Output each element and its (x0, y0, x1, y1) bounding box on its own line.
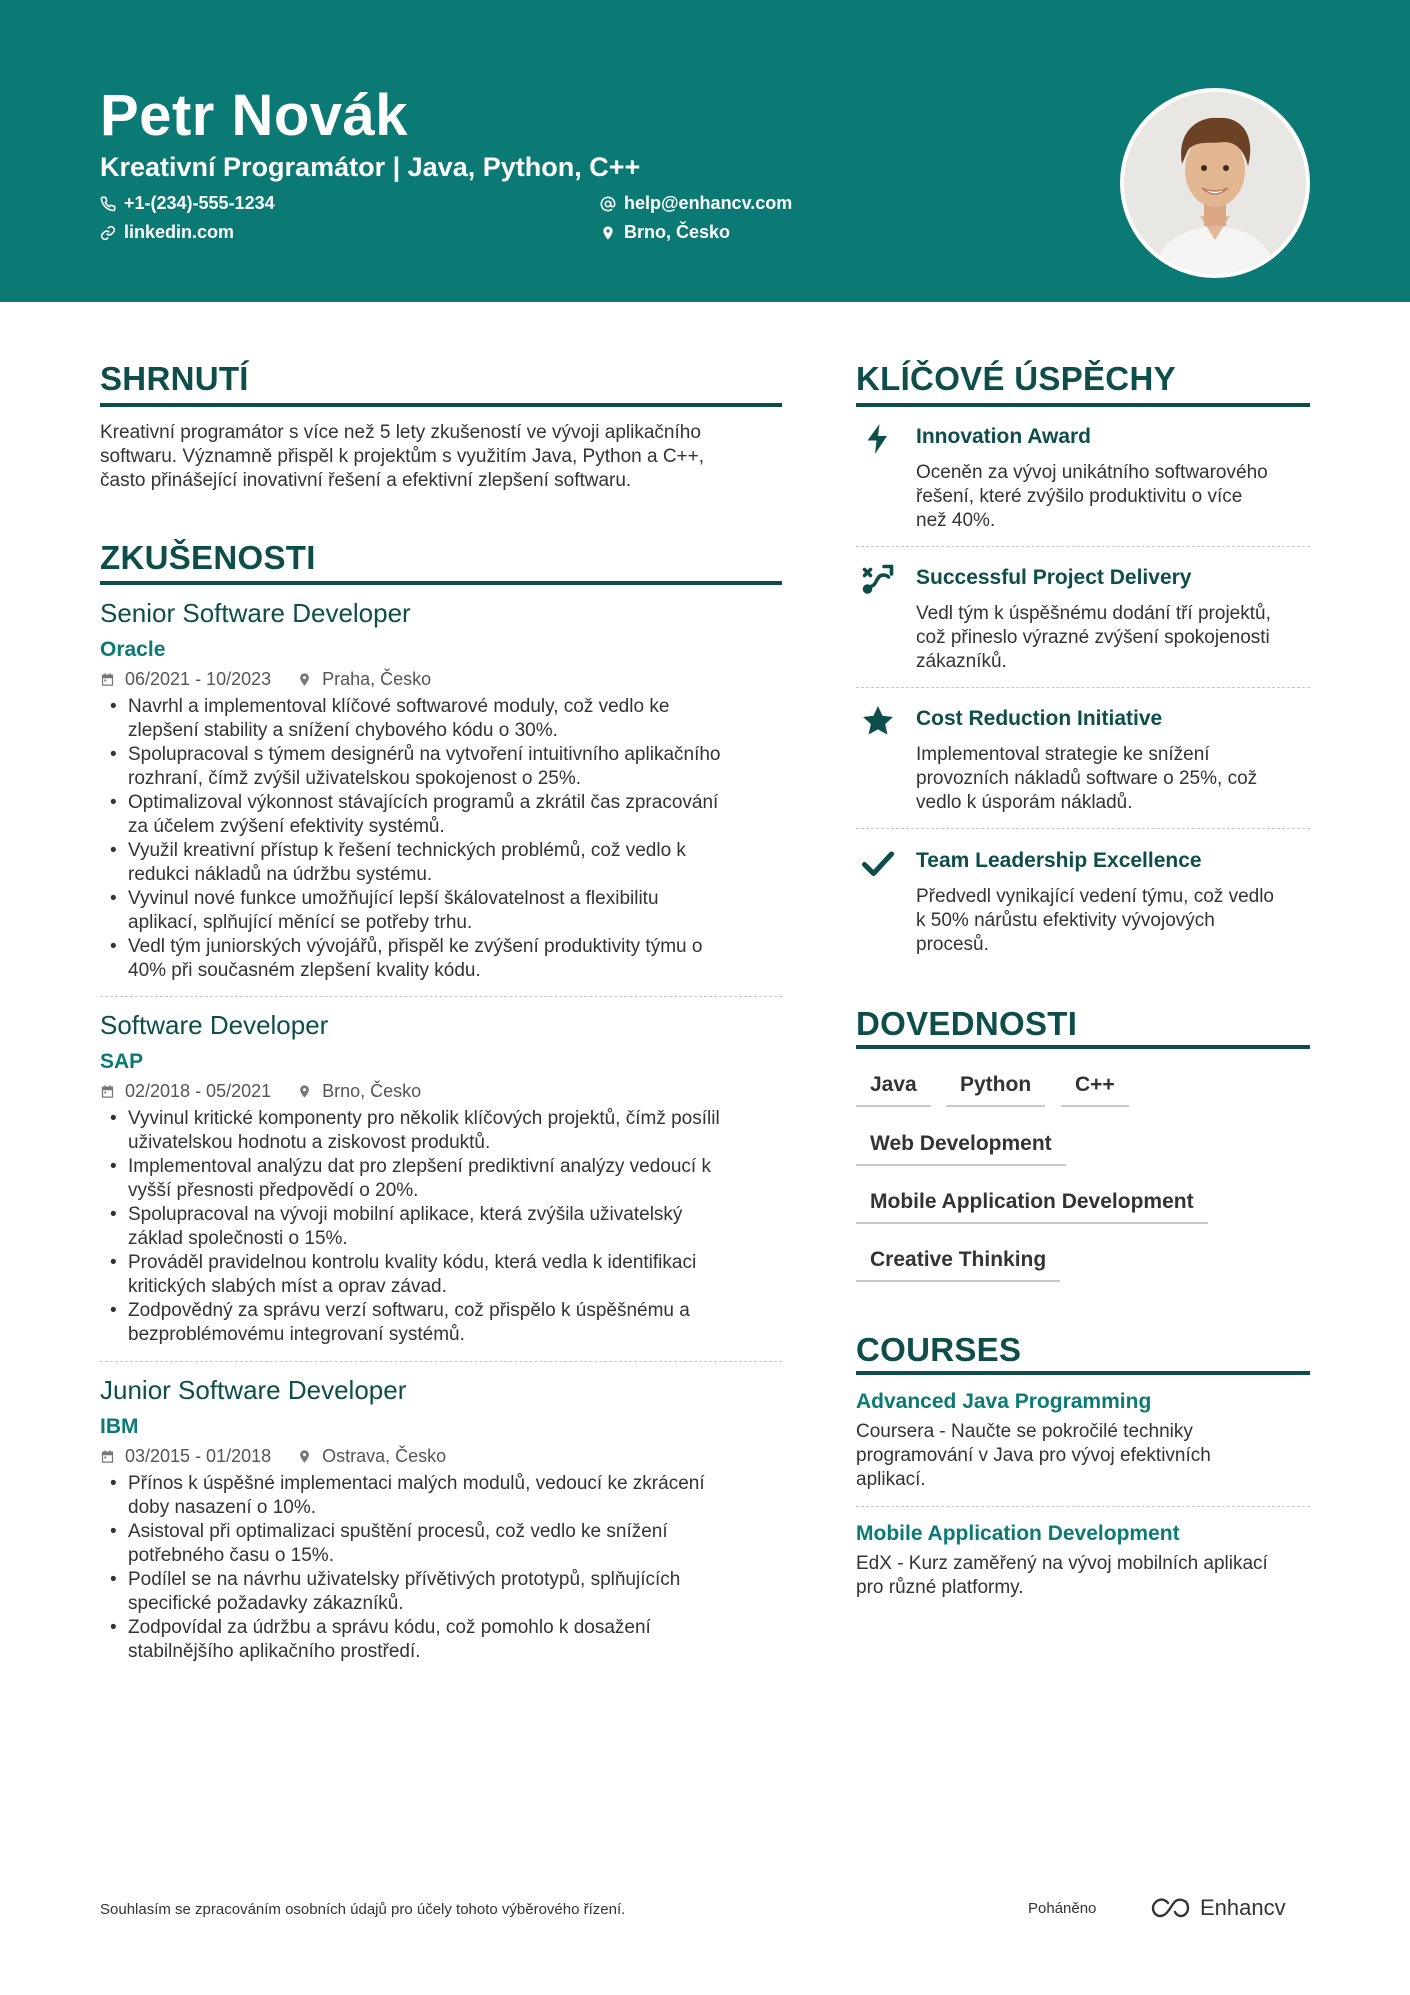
summary-text (100, 421, 790, 493)
achievement-title: Innovation Award (916, 425, 1092, 448)
course-title: Advanced Java Programming (856, 1390, 1152, 1413)
bullet-line: • Navrhl a implementoval klíčové softwarové moduly, což vedlo ke (128, 696, 670, 717)
job-meta (100, 1081, 421, 1102)
bullet-line: • Vyvinul nové funkce umožňující lepší škálovatelnost a flexibilitu (128, 888, 659, 909)
achievements-rule (856, 403, 1310, 407)
job-location-text: Praha, Česko (322, 669, 432, 689)
location-pin-icon (600, 225, 616, 241)
bullet-line: • Prováděl pravidelnou kontrolu kvality kódu, která vedla k identifikaci (128, 1252, 697, 1273)
bullet-line: redukci nákladů na údržbu systému. (128, 864, 433, 885)
achievement-title: Team Leadership Excellence (916, 849, 1202, 872)
location-pin-icon (297, 1084, 312, 1099)
company-name: SAP (100, 1050, 144, 1073)
bullet-line: • Implementoval analýzu dat pro zlepšení prediktivní analýzy vedoucí k (128, 1156, 711, 1177)
contact-location (600, 222, 730, 243)
candidate-name: Petr Novák (100, 83, 409, 148)
bullet-line: • Přínos k úspěšné implementaci malých modulů, vedoucí ke zkrácení (128, 1473, 705, 1494)
summary-line: často přinášející inovativní řešení a efektivní zlepšení softwaru. (100, 470, 632, 491)
job-dates: 06/2021 - 10/2023 (125, 669, 272, 689)
course-line: programování v Java pro vývoj efektivních (856, 1445, 1211, 1466)
bullet-item (100, 887, 790, 935)
bullet-line: • Využil kreativní přístup k řešení technických problémů, což vedlo k (128, 840, 686, 861)
achievement-line: než 40%. (916, 510, 996, 531)
bullet-line: za účelem zvýšení efektivity systémů. (128, 816, 445, 837)
company-name: Oracle (100, 638, 166, 661)
achievements-heading: KLÍČOVÉ ÚSPĚCHY (856, 360, 1176, 397)
achievement-divider (856, 687, 1310, 688)
job-location-text: Ostrava, Česko (322, 1446, 447, 1466)
bullet-item (100, 1568, 790, 1616)
job-bullets (100, 1472, 790, 1664)
bullet-line: specifické požadavky zákazníků. (128, 1593, 404, 1614)
contact-phone[interactable] (100, 193, 275, 214)
enhancv-logo-text: Enhancv (1200, 1895, 1286, 1920)
bullet-line: kritických slabých míst a oprav závad. (128, 1276, 447, 1297)
achievement-desc (916, 461, 1316, 533)
company-name: IBM (100, 1415, 139, 1438)
achievement-desc (916, 602, 1316, 674)
job-location (297, 1081, 421, 1102)
achievement-line: zákazníků. (916, 651, 1007, 672)
skill-tag: Java (856, 1073, 931, 1107)
job-meta (100, 669, 431, 690)
bullet-line: • Optimalizoval výkonnost stávajících programů a zkrátil čas zpracování (128, 792, 719, 813)
achievement-desc (916, 743, 1316, 815)
bullet-item (100, 1520, 790, 1568)
bullet-line: bezproblémovému integrovaní systémů. (128, 1324, 465, 1345)
course-line: aplikací. (856, 1469, 926, 1490)
bullet-line: uživatelskou hodnotu a ziskovost produktů. (128, 1132, 491, 1153)
skill-tag: Creative Thinking (856, 1248, 1060, 1282)
summary-rule (100, 403, 782, 407)
job-location (297, 1446, 446, 1467)
location-text: Brno, Česko (624, 222, 731, 242)
bullet-line: zlepšení stability a snížení chybového kódu o 30%. (128, 720, 558, 741)
skill-tag: C++ (1061, 1073, 1129, 1107)
link-icon (100, 225, 116, 241)
powered-by-label: Poháněno (1028, 1900, 1097, 1917)
summary-line: softwaru. Významně přispěl k projektům s využitím Java, Python a C++, (100, 446, 705, 467)
bolt-icon (860, 421, 896, 457)
calendar-icon (100, 1449, 115, 1464)
achievement-line: procesů. (916, 934, 989, 955)
summary-line: Kreativní programátor s více než 5 lety zkušeností ve vývoji aplikačního (100, 422, 701, 443)
course-desc (856, 1420, 1316, 1492)
course-title: Mobile Application Development (856, 1522, 1180, 1545)
achievement-line: provozních nákladů software o 25%, což (916, 768, 1258, 789)
skill-tag: Web Development (856, 1132, 1066, 1166)
bullet-item (100, 743, 790, 791)
bullet-item (100, 935, 790, 983)
bullet-line: aplikací, splňující měnící se potřeby trhu. (128, 912, 473, 933)
bullet-line: • Spolupracoval s týmem designérů na vytvoření intuitivního aplikačního (128, 744, 721, 765)
course-line: EdX - Kurz zaměřený na vývoj mobilních aplikací (856, 1553, 1268, 1574)
bullet-item (100, 1299, 790, 1347)
bullet-line: • Vyvinul kritické komponenty pro několik klíčových projektů, čímž posílil (128, 1108, 720, 1129)
bullet-line: • Spolupracoval na vývoji mobilní aplikace, která zvýšila uživatelský (128, 1204, 683, 1225)
skill-tag: Mobile Application Development (856, 1190, 1208, 1224)
course-line: pro různé platformy. (856, 1577, 1024, 1598)
job-dates: 02/2018 - 05/2021 (125, 1081, 272, 1101)
calendar-icon (100, 672, 115, 687)
location-pin-icon (297, 1449, 312, 1464)
bullet-line: • Asistoval při optimalizaci spuštění procesů, což vedlo ke snížení (128, 1521, 668, 1542)
profile-photo (1120, 88, 1310, 278)
achievement-title: Cost Reduction Initiative (916, 707, 1163, 730)
phone-text: +1-(234)-555-1234 (124, 193, 275, 213)
achievement-line: Implementoval strategie ke snížení (916, 744, 1210, 765)
bullet-line: stabilnějšího aplikačního prostředí. (128, 1641, 421, 1662)
skills-rule (856, 1045, 1310, 1049)
achievement-line: což přineslo výrazné zvýšení spokojenosti (916, 627, 1270, 648)
bullet-item (100, 791, 790, 839)
enhancv-logo[interactable] (1148, 1895, 1286, 1921)
location-pin-icon (297, 672, 312, 687)
calendar-icon (100, 1084, 115, 1099)
bullet-line: doby nasazení o 10%. (128, 1497, 317, 1518)
job-title: Junior Software Developer (100, 1375, 407, 1405)
at-icon (600, 196, 616, 212)
skill-tag: Python (946, 1073, 1045, 1107)
candidate-title: Kreativní Programátor | Java, Python, C++ (100, 152, 641, 182)
star-icon (860, 703, 896, 739)
achievement-line: vedlo k úsporám nákladů. (916, 792, 1133, 813)
bullet-item (100, 1107, 790, 1155)
job-location (297, 669, 431, 690)
job-title: Senior Software Developer (100, 598, 411, 628)
bullet-item (100, 1472, 790, 1520)
skills-heading: DOVEDNOSTI (856, 1005, 1078, 1042)
bullet-line: • Zodpovídal za údržbu a správu kódu, což pomohlo k dosažení (128, 1617, 651, 1638)
courses-heading: COURSES (856, 1331, 1022, 1368)
linkedin-text: linkedin.com (124, 222, 235, 242)
bullet-item (100, 1203, 790, 1251)
achievement-line: k 50% nárůstu efektivity vývojových (916, 910, 1215, 931)
enhancv-logo-icon (1148, 1896, 1194, 1920)
contact-linkedin[interactable] (100, 222, 234, 243)
achievement-line: Vedl tým k úspěšnému dodání tří projektů, (916, 603, 1271, 624)
bullet-line: rozhraní, čímž zvýšil uživatelskou spokojenost o 25%. (128, 768, 582, 789)
bullet-item (100, 695, 790, 743)
job-location-text: Brno, Česko (322, 1081, 422, 1101)
achievement-title: Successful Project Delivery (916, 566, 1192, 589)
consent-note: Souhlasím se zpracováním osobních údajů pro účely tohoto výběrového řízení. (100, 1901, 626, 1918)
bullet-item (100, 839, 790, 887)
course-divider (856, 1506, 1310, 1507)
bullet-line: • Vedl tým juniorských vývojářů, přispěl ke zvýšení produktivity týmu o (128, 936, 703, 957)
job-divider (100, 996, 782, 997)
bullet-item (100, 1251, 790, 1299)
achievement-desc (916, 885, 1316, 957)
phone-icon (100, 196, 116, 212)
job-divider (100, 1361, 782, 1362)
contact-email[interactable] (600, 193, 792, 214)
bullet-line: základ společnosti o 15%. (128, 1228, 348, 1249)
job-bullets (100, 1107, 790, 1347)
course-desc (856, 1552, 1316, 1600)
job-meta (100, 1446, 446, 1467)
achievement-divider (856, 546, 1310, 547)
job-title: Software Developer (100, 1010, 329, 1040)
bullet-line: vyšší přesnosti předpovědí o 20%. (128, 1180, 419, 1201)
email-text: help@enhancv.com (624, 193, 793, 213)
bullet-item (100, 1616, 790, 1664)
bullet-line: 40% při současném zlepšení kvality kódu. (128, 960, 481, 981)
achievement-divider (856, 828, 1310, 829)
courses-rule (856, 1371, 1310, 1375)
achievement-line: Předvedl vynikající vedení týmu, což vedlo (916, 886, 1275, 907)
achievement-line: řešení, které zvýšilo produktivitu o více (916, 486, 1243, 507)
job-bullets (100, 695, 790, 983)
bullet-line: • Zodpovědný za správu verzí softwaru, což přispělo k úspěšnému a (128, 1300, 690, 1321)
bullet-item (100, 1155, 790, 1203)
job-dates: 03/2015 - 01/2018 (125, 1446, 272, 1466)
route-icon (860, 562, 896, 598)
header-banner (0, 0, 1410, 302)
course-line: Coursera - Naučte se pokročilé techniky (856, 1421, 1193, 1442)
experience-rule (100, 581, 782, 585)
check-icon (860, 845, 896, 881)
achievement-line: Oceněn za vývoj unikátního softwarového (916, 462, 1268, 483)
bullet-line: • Podílel se na návrhu uživatelsky přívětivých prototypů, splňujících (128, 1569, 681, 1590)
summary-heading: SHRNUTÍ (100, 360, 249, 397)
bullet-line: potřebného času o 15%. (128, 1545, 334, 1566)
experience-heading: ZKUŠENOSTI (100, 539, 316, 576)
